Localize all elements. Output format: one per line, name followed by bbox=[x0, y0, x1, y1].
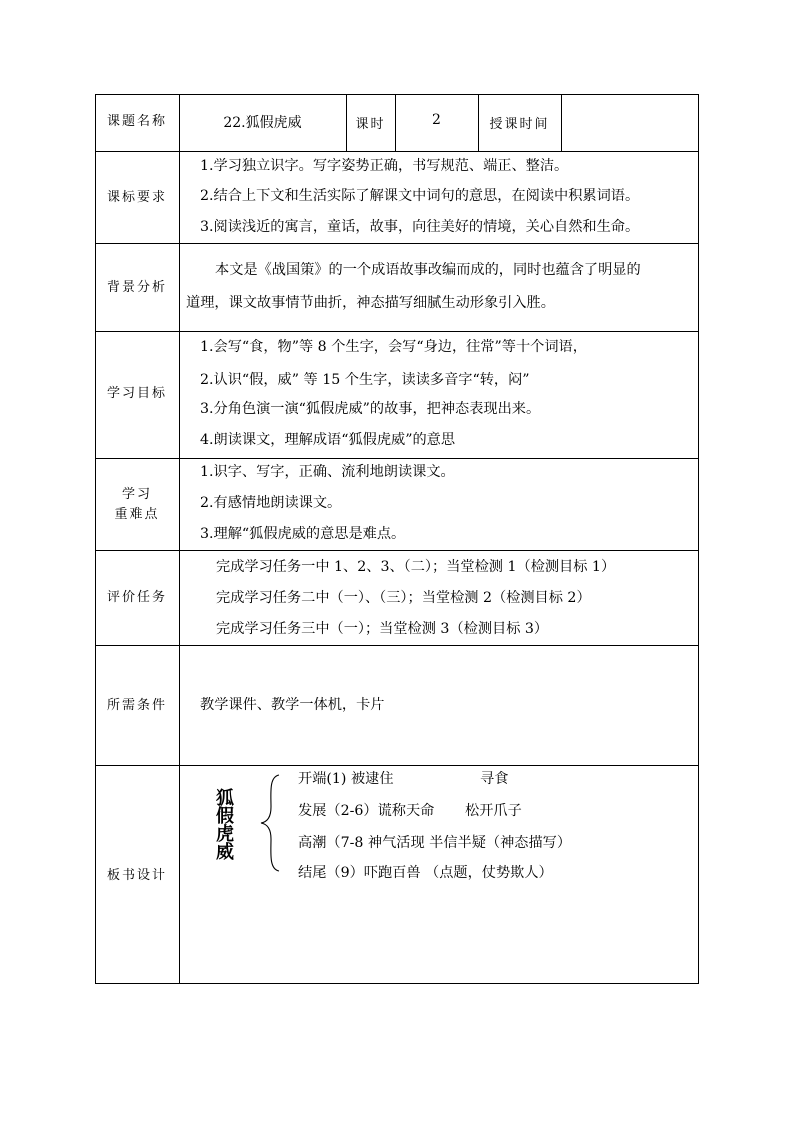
table-border-right bbox=[698, 94, 699, 983]
row-divider bbox=[95, 458, 699, 459]
label-background: 背景分析 bbox=[106, 280, 167, 295]
label-keypoints-line-2: 重难点 bbox=[114, 507, 160, 522]
standards-line-2: 2.结合上下文和生活实际了解课文中词句的意思，在阅读中积累词语。 bbox=[200, 188, 640, 204]
evaluation-line-2: 完成学习任务二中（一）、（三）；当堂检测 2（检测目标 2） bbox=[216, 590, 591, 606]
table-border-left bbox=[95, 94, 96, 983]
lesson-title: 22.狐假虎威 bbox=[223, 115, 302, 131]
board-item-4-stage: 结尾（9）吓跑百兽 （点题，仗势欺人） bbox=[298, 865, 553, 881]
period-value: 2 bbox=[432, 112, 441, 128]
header-divider bbox=[561, 94, 562, 151]
board-item-1-note: 寻食 bbox=[480, 771, 509, 787]
label-period: 课时 bbox=[355, 117, 386, 132]
table-border-bottom bbox=[95, 983, 699, 984]
keypoints-line-2: 2.有感情地朗读课文。 bbox=[200, 495, 342, 511]
row-divider bbox=[95, 331, 699, 332]
label-lesson-title: 课题名称 bbox=[106, 114, 167, 129]
label-teaching-time: 授课时间 bbox=[489, 117, 550, 132]
keypoints-line-1: 1.识字、写字，正确、流利地朗读课文。 bbox=[200, 464, 455, 480]
board-curly-brace bbox=[259, 773, 285, 873]
board-title-char: 狐 bbox=[216, 788, 234, 809]
label-board-design: 板书设计 bbox=[106, 868, 167, 883]
row-divider bbox=[95, 550, 699, 551]
standards-line-1: 1.学习独立识字。写字姿势正确，书写规范、端正、整洁。 bbox=[200, 158, 569, 174]
evaluation-line-1: 完成学习任务一中 1、2、3、（二）；当堂检测 1（检测目标 1） bbox=[216, 559, 616, 575]
conditions-text: 教学课件、教学一体机，卡片 bbox=[200, 697, 385, 713]
row-divider bbox=[95, 243, 699, 244]
label-goals: 学习目标 bbox=[106, 386, 167, 401]
label-keypoints-line-1: 学习 bbox=[121, 487, 152, 502]
goals-line-1: 1.会写“食，物”等 8 个生字，会写“身边，往常”等十个词语， bbox=[200, 339, 587, 355]
row-divider bbox=[95, 151, 699, 152]
board-item-2-note: 松开爪子 bbox=[465, 803, 522, 819]
background-line-2: 道理，课文故事情节曲折，神态描写细腻生动形象引入胜。 bbox=[186, 295, 555, 311]
table-border-top bbox=[95, 94, 699, 95]
goals-line-2: 2.认识“假，威” 等 15 个生字，读读多音字“转，闷” bbox=[200, 372, 530, 388]
label-standards: 课标要求 bbox=[106, 190, 167, 205]
lesson-plan-table bbox=[95, 94, 699, 983]
label-evaluation: 评价任务 bbox=[106, 590, 167, 605]
board-item-2-stage: 发展（2-6）谎称天命 bbox=[298, 803, 435, 819]
keypoints-line-3: 3.理解“狐假虎威的意思是难点。 bbox=[200, 526, 406, 542]
standards-line-3: 3.阅读浅近的寓言，童话，故事，向往美好的情境，关心自然和生命。 bbox=[200, 219, 640, 235]
row-divider bbox=[95, 765, 699, 766]
background-line-1: 本文是《战国策》的一个成语故事改编而成的，同时也蕴含了明显的 bbox=[215, 262, 641, 278]
board-title-char: 虎 bbox=[216, 824, 234, 845]
label-conditions: 所需条件 bbox=[106, 698, 167, 713]
board-item-1-stage: 开端(1) 被逮住 bbox=[298, 771, 394, 787]
goals-line-3: 3.分角色演一演“狐假虎威”的故事，把神态表现出来。 bbox=[200, 401, 541, 417]
board-item-3-stage: 高潮（7-8 神气活现 半信半疑（神态描写） bbox=[298, 835, 572, 851]
row-divider bbox=[95, 645, 699, 646]
evaluation-line-3: 完成学习任务三中（一）；当堂检测 3（检测目标 3） bbox=[216, 621, 549, 637]
goals-line-4: 4.朗读课文，理解成语“狐假虎威”的意思 bbox=[200, 432, 456, 448]
label-column-divider bbox=[179, 94, 180, 983]
board-title-char: 威 bbox=[216, 842, 234, 863]
board-title-char: 假 bbox=[216, 806, 234, 827]
